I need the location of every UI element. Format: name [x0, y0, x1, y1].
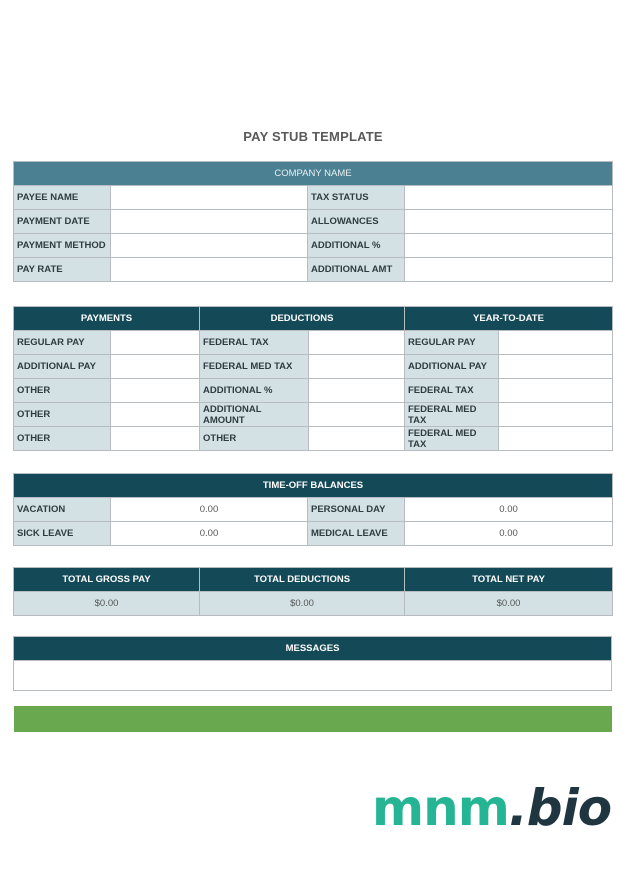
pay-rate-field[interactable] — [111, 258, 308, 282]
deduction-label: ADDITIONAL AMOUNT — [200, 403, 309, 427]
totals-table — [13, 567, 612, 616]
logo-part-mnm: mnm — [372, 779, 509, 837]
company-info-table — [13, 161, 612, 282]
ytd-value-cell[interactable] — [499, 403, 613, 427]
total-net-pay-header: TOTAL NET PAY — [405, 568, 613, 592]
table-row — [14, 234, 613, 258]
ytd-label: ADDITIONAL PAY — [405, 355, 499, 379]
ytd-value-cell[interactable] — [499, 355, 613, 379]
pay-rate-label: PAY RATE — [14, 258, 111, 282]
deduction-value-cell[interactable] — [309, 427, 405, 451]
ytd-label: REGULAR PAY — [405, 331, 499, 355]
medical-leave-label: MEDICAL LEAVE — [308, 522, 405, 546]
payment-value-cell[interactable] — [111, 403, 200, 427]
payment-date-label: PAYMENT DATE — [14, 210, 111, 234]
ytd-value-cell[interactable] — [499, 331, 613, 355]
payment-value-cell[interactable] — [111, 427, 200, 451]
payment-label: REGULAR PAY — [14, 331, 111, 355]
table-row — [14, 331, 613, 355]
payment-method-field[interactable] — [111, 234, 308, 258]
ytd-label: FEDERAL MED TAX — [405, 403, 499, 427]
messages-header: MESSAGES — [14, 637, 612, 661]
tax-status-field[interactable] — [405, 186, 613, 210]
ytd-header: YEAR-TO-DATE — [405, 307, 613, 331]
deduction-label: FEDERAL TAX — [200, 331, 309, 355]
sick-leave-label: SICK LEAVE — [14, 522, 111, 546]
total-gross-pay-header: TOTAL GROSS PAY — [14, 568, 200, 592]
deductions-header: DEDUCTIONS — [200, 307, 405, 331]
table-row — [14, 592, 613, 616]
sick-leave-field[interactable]: 0.00 — [111, 522, 308, 546]
ytd-value-cell[interactable] — [499, 427, 613, 451]
table-row — [14, 498, 613, 522]
payment-method-label: PAYMENT METHOD — [14, 234, 111, 258]
time-off-header: TIME-OFF BALANCES — [14, 474, 613, 498]
vacation-field[interactable]: 0.00 — [111, 498, 308, 522]
time-off-table — [13, 473, 612, 546]
additional-percent-label: ADDITIONAL % — [308, 234, 405, 258]
deduction-value-cell[interactable] — [309, 379, 405, 403]
payments-header: PAYMENTS — [14, 307, 200, 331]
company-name-header[interactable]: COMPANY NAME — [14, 162, 613, 186]
page-title: PAY STUB TEMPLATE — [243, 129, 383, 144]
logo-part-bio: .bio — [508, 779, 612, 837]
table-row — [14, 258, 613, 282]
table-row — [14, 403, 613, 427]
mnm-bio-logo — [372, 779, 612, 837]
payment-value-cell[interactable] — [111, 355, 200, 379]
payee-name-field[interactable] — [111, 186, 308, 210]
table-row — [14, 210, 613, 234]
total-deductions-value[interactable]: $0.00 — [200, 592, 405, 616]
payment-label: OTHER — [14, 379, 111, 403]
total-gross-pay-value[interactable]: $0.00 — [14, 592, 200, 616]
table-row — [14, 427, 613, 451]
deduction-label: FEDERAL MED TAX — [200, 355, 309, 379]
deduction-value-cell[interactable] — [309, 355, 405, 379]
additional-percent-field[interactable] — [405, 234, 613, 258]
ytd-label: FEDERAL TAX — [405, 379, 499, 403]
medical-leave-field[interactable]: 0.00 — [405, 522, 613, 546]
deduction-value-cell[interactable] — [309, 331, 405, 355]
allowances-field[interactable] — [405, 210, 613, 234]
table-row — [14, 186, 613, 210]
personal-day-label: PERSONAL DAY — [308, 498, 405, 522]
ytd-label: FEDERAL MED TAX — [405, 427, 499, 451]
deduction-label: OTHER — [200, 427, 309, 451]
payment-label: OTHER — [14, 403, 111, 427]
payment-date-field[interactable] — [111, 210, 308, 234]
payment-value-cell[interactable] — [111, 331, 200, 355]
footer-green-bar — [14, 706, 612, 732]
additional-amt-field[interactable] — [405, 258, 613, 282]
payment-label: ADDITIONAL PAY — [14, 355, 111, 379]
table-row — [14, 355, 613, 379]
additional-amt-label: ADDITIONAL AMT — [308, 258, 405, 282]
table-row — [14, 522, 613, 546]
personal-day-field[interactable]: 0.00 — [405, 498, 613, 522]
ytd-value-cell[interactable] — [499, 379, 613, 403]
allowances-label: ALLOWANCES — [308, 210, 405, 234]
total-deductions-header: TOTAL DEDUCTIONS — [200, 568, 405, 592]
vacation-label: VACATION — [14, 498, 111, 522]
payee-name-label: PAYEE NAME — [14, 186, 111, 210]
tax-status-label: TAX STATUS — [308, 186, 405, 210]
messages-field[interactable] — [14, 661, 612, 691]
payments-deductions-table — [13, 306, 612, 451]
deduction-value-cell[interactable] — [309, 403, 405, 427]
payment-value-cell[interactable] — [111, 379, 200, 403]
payment-label: OTHER — [14, 427, 111, 451]
table-row — [14, 379, 613, 403]
deduction-label: ADDITIONAL % — [200, 379, 309, 403]
messages-table — [13, 636, 612, 691]
total-net-pay-value[interactable]: $0.00 — [405, 592, 613, 616]
